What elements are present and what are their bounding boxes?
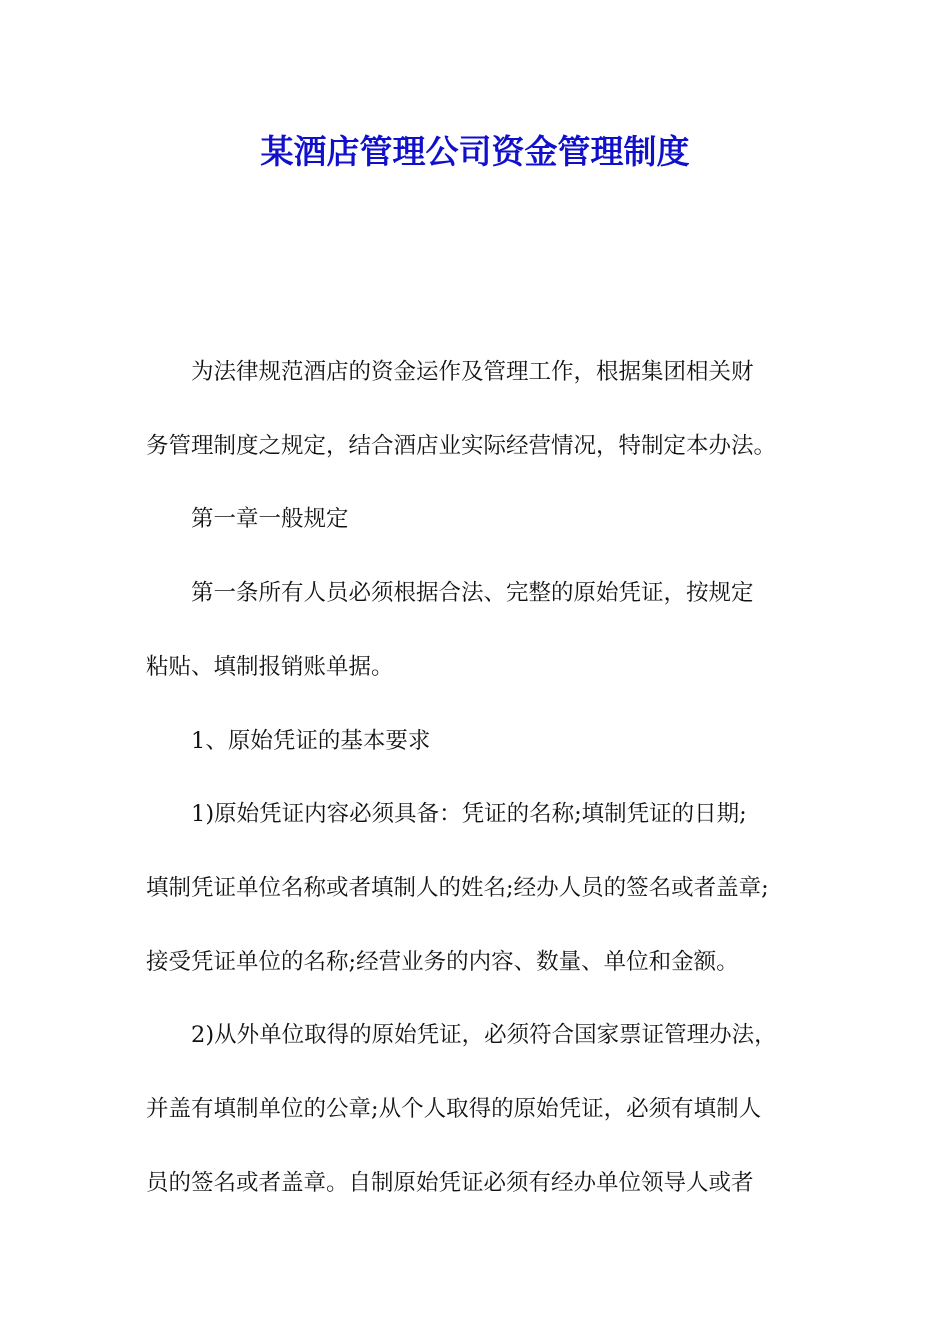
body-line-5: 粘贴、填制报销账单据。 — [146, 653, 394, 680]
chapter-heading: 第一章一般规定 — [191, 506, 349, 533]
document-body — [146, 336, 818, 1220]
body-line-10: 2)从外单位取得的原始凭证，必须符合国家票证管理办法， — [191, 1022, 777, 1049]
body-line-12: 员的签名或者盖章。自制原始凭证必须有经办单位领导人或者 — [146, 1169, 754, 1196]
body-line-2: 务管理制度之规定，结合酒店业实际经营情况，特制定本办法。 — [146, 432, 777, 459]
body-line-11: 并盖有填制单位的公章;从个人取得的原始凭证，必须有填制人 — [146, 1096, 762, 1123]
section-heading: 1、原始凭证的基本要求 — [191, 727, 431, 754]
body-line-8: 填制凭证单位名称或者填制人的姓名;经办人员的签名或者盖章; — [146, 874, 769, 901]
document-title: 某酒店管理公司资金管理制度 — [260, 132, 690, 171]
body-line-1: 为法律规范酒店的资金运作及管理工作，根据集团相关财 — [191, 359, 754, 385]
body-line-9: 接受凭证单位的名称;经营业务的内容、数量、单位和金额。 — [146, 948, 739, 975]
body-line-7: 1)原始凭证内容必须具备：凭证的名称;填制凭证的日期; — [191, 801, 747, 828]
body-line-4: 第一条所有人员必须根据合法、完整的原始凭证，按规定 — [191, 580, 754, 607]
